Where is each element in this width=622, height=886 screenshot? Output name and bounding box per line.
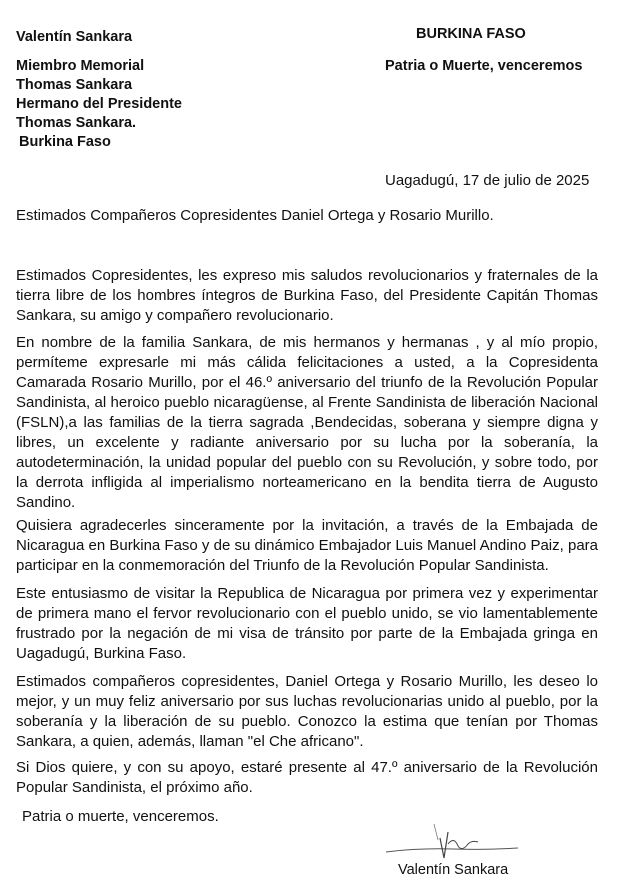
paragraph-invitation: Quisiera agradecerles sinceramente por la invitación, a través de la Embajada de Nicaragua en Burkina Faso y de su dinámico Embajador Luis Manuel Andino Paiz, para participar en la conmemoración del Triunfo de la Revolución Popular Sandinista. xyxy=(16,517,598,574)
letter-date: Uagadugú, 17 de julio de 2025 xyxy=(385,172,590,189)
paragraph-wishes: Estimados compañeros copresidentes, Daniel Ortega y Rosario Murillo, les deseo lo mejor, y un muy feliz aniversario por sus luchas revolucionarias unido al pueblo, por la soberanía y la liberación de su pueblo. Conozco la estima que tenían por Thomas Sankara, a quien, además, llaman "el Che africano". xyxy=(16,673,598,750)
national-motto: Patria o Muerte, venceremos xyxy=(385,58,583,74)
sender-name: Valentín Sankara xyxy=(16,29,133,45)
sender-relation-2: Thomas Sankara. xyxy=(16,115,137,131)
paragraph-congratulations: En nombre de la familia Sankara, de mis hermanos y hermanas , y al mío propio, permíteme expresarle mi más cálida felicitaciones a usted, a la Copresidenta Camarada Rosario Murillo, por el 46.º aniversario del triunfo de la Revolución Popular Sandinista, al heroico pueblo nicaragüense, al Frente Sandinista de liberación Nacional (FSLN),a las familias de la tierra sagrada ,Bendecidas, soberana y siempre digna y libres, un excelente y radiante aniversario por su lucha por la soberanía, la autodeterminación, la unidad popular del pueblo con su Revolución, y sobre todo, por la derrota infligida al imperialismo norteamericano en la bendita tierra de Augusto Sandino. xyxy=(16,334,598,511)
handwritten-signature xyxy=(378,818,528,866)
sender-block xyxy=(16,28,182,152)
sender-title-2: Thomas Sankara xyxy=(16,77,133,93)
paragraph-visa: Este entusiasmo de visitar la Republica de Nicaragua por primera vez y experimentar de primera mano el fervor revolucionario con el pueblo unido, se vio lamentablemente frustrado por la negación de mi visa de tránsito por parte de la Embajada gringa en Uagadugú, Burkina Faso. xyxy=(16,585,598,662)
country-heading: BURKINA FASO xyxy=(416,26,526,42)
sender-title: Miembro Memorial xyxy=(16,58,145,74)
sender-relation: Hermano del Presidente xyxy=(16,96,182,112)
signer-name: Valentín Sankara xyxy=(398,862,509,878)
paragraph-next-year: Si Dios quiere, y con su apoyo, estaré presente al 47.º aniversario de la Revolución Popular Sandinista, el próximo año. xyxy=(16,759,598,796)
sender-spacer xyxy=(16,47,182,57)
letter-closing: Patria o muerte, venceremos. xyxy=(22,808,219,825)
paragraph-salutation: Estimados Copresidentes, les expreso mis saludos revolucionarios y fraternales de la tierra libre de los hombres íntegros de Burkina Faso, del Presidente Capitán Thomas Sankara, su amigo y compañero revolucionario. xyxy=(16,267,598,324)
sender-country: Burkina Faso xyxy=(19,134,111,150)
letter-greeting: Estimados Compañeros Copresidentes Daniel Ortega y Rosario Murillo. xyxy=(16,207,494,224)
